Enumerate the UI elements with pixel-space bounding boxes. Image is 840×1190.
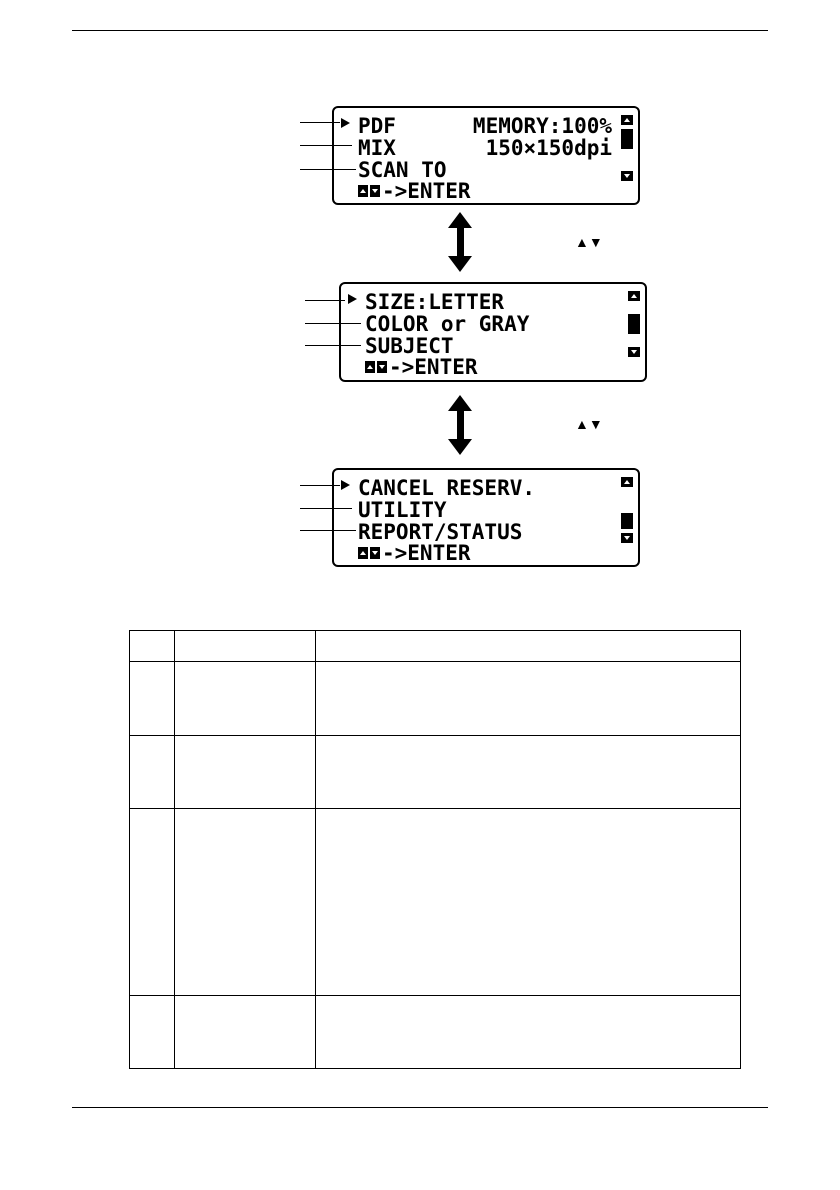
table-cell bbox=[316, 736, 741, 809]
lcd-screen-utility bbox=[332, 468, 640, 567]
bottom-rule bbox=[72, 1107, 768, 1108]
double-headed-arrow-icon bbox=[448, 212, 473, 272]
enter-label: ->ENTER bbox=[389, 355, 478, 379]
header-cell bbox=[175, 631, 316, 662]
description-table bbox=[129, 630, 741, 1069]
cursor-icon bbox=[341, 118, 350, 128]
header-cell bbox=[316, 631, 741, 662]
table-cell bbox=[175, 662, 316, 736]
up-down-keys-icon bbox=[358, 185, 380, 197]
up-down-keys-icon bbox=[365, 361, 387, 373]
nav-keys-label: ▲▼ bbox=[575, 234, 603, 250]
leader-bracket-3 bbox=[333, 473, 334, 535]
lcd-line-2[interactable] bbox=[365, 313, 619, 335]
lcd-line-2[interactable] bbox=[358, 137, 612, 159]
table-cell bbox=[316, 996, 741, 1069]
cursor-icon bbox=[341, 480, 350, 490]
scroll-down-icon bbox=[621, 533, 633, 543]
memory-status: MEMORY:100% bbox=[472, 114, 612, 138]
menu-item-subject: SUBJECT bbox=[365, 334, 454, 358]
menu-item-report-status: REPORT/STATUS bbox=[358, 520, 523, 544]
menu-item-size: SIZE:LETTER bbox=[365, 290, 505, 314]
scrollbar[interactable] bbox=[621, 477, 633, 543]
scroll-up-icon bbox=[628, 291, 640, 301]
leader-line bbox=[300, 508, 352, 509]
scrollbar[interactable] bbox=[628, 291, 640, 357]
leader-line bbox=[305, 345, 361, 346]
table-row bbox=[130, 662, 741, 736]
menu-item-cancel-reserv: CANCEL RESERV. bbox=[358, 476, 536, 500]
scroll-up-icon bbox=[621, 115, 633, 125]
top-rule bbox=[72, 30, 768, 31]
table-header bbox=[130, 631, 741, 662]
menu-item-pdf: PDF bbox=[358, 114, 396, 138]
table-cell bbox=[130, 809, 175, 996]
enter-label: ->ENTER bbox=[382, 541, 471, 565]
lcd-line-3[interactable] bbox=[358, 159, 612, 181]
lcd-line-1[interactable] bbox=[358, 115, 612, 137]
resolution-status: 150×150dpi bbox=[485, 136, 612, 160]
table-cell bbox=[130, 996, 175, 1069]
menu-item-scan-to: SCAN TO bbox=[358, 158, 447, 182]
lcd-line-3[interactable] bbox=[365, 335, 619, 357]
menu-item-mix: MIX bbox=[358, 136, 396, 160]
lcd-line-3[interactable] bbox=[358, 521, 612, 543]
lcd-line-2[interactable] bbox=[358, 499, 612, 521]
lcd-screen-main bbox=[332, 106, 640, 205]
leader-bracket-2 bbox=[340, 288, 341, 348]
scrollbar[interactable] bbox=[621, 115, 633, 181]
table-cell bbox=[175, 809, 316, 996]
nav-keys-label: ▲▼ bbox=[575, 416, 603, 432]
lcd-line-1[interactable] bbox=[365, 291, 619, 313]
menu-item-color: COLOR or GRAY bbox=[365, 312, 530, 336]
leader-line bbox=[300, 169, 356, 170]
lcd-screen-scan-settings bbox=[339, 282, 647, 382]
leader-line bbox=[305, 323, 361, 324]
table-cell bbox=[316, 809, 741, 996]
leader-line bbox=[300, 485, 340, 486]
cursor-icon bbox=[348, 294, 357, 304]
table-cell bbox=[130, 736, 175, 809]
lcd-line-1[interactable] bbox=[358, 477, 612, 499]
table-cell bbox=[130, 662, 175, 736]
table-cell bbox=[175, 996, 316, 1069]
table-row bbox=[130, 736, 741, 809]
table-cell bbox=[316, 662, 741, 736]
table-row bbox=[130, 809, 741, 996]
scroll-up-icon bbox=[621, 477, 633, 487]
menu-item-utility: UTILITY bbox=[358, 498, 447, 522]
table-cell bbox=[175, 736, 316, 809]
scroll-thumb bbox=[628, 314, 640, 334]
enter-label: ->ENTER bbox=[382, 179, 471, 203]
scroll-thumb bbox=[621, 513, 633, 529]
leader-line bbox=[300, 145, 352, 146]
header-cell bbox=[130, 631, 175, 662]
double-headed-arrow-icon bbox=[448, 395, 473, 455]
scroll-down-icon bbox=[621, 171, 633, 181]
table-row bbox=[130, 996, 741, 1069]
scroll-thumb bbox=[621, 129, 633, 149]
leader-line bbox=[300, 122, 340, 123]
leader-bracket-1 bbox=[333, 111, 334, 175]
leader-line bbox=[305, 300, 345, 301]
leader-line bbox=[300, 530, 356, 531]
scroll-down-icon bbox=[628, 347, 640, 357]
up-down-keys-icon bbox=[358, 547, 380, 559]
